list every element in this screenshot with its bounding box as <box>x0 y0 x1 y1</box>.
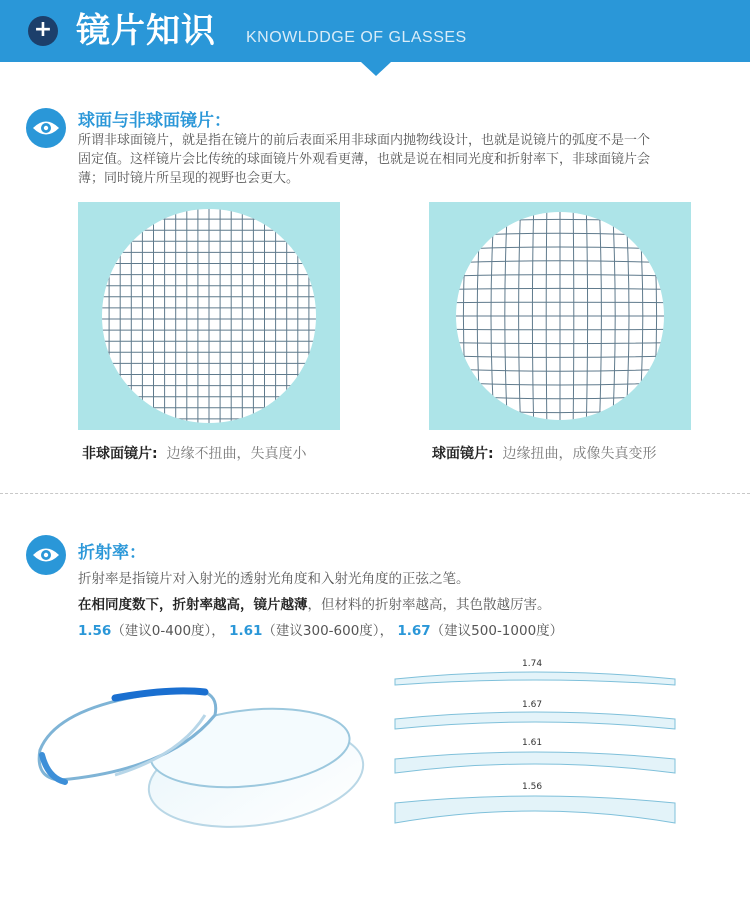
aspheric-grid-figure <box>78 202 340 430</box>
stacked-lenses-image <box>20 660 380 870</box>
paragraph-line: 所谓非球面镜片，就是指在镜片的前后表面采用非球面内抛物线设计，也就是说镜片的弧度不是一个 <box>78 133 651 148</box>
caption-text: 边缘扭曲，成像失真变形 <box>502 446 657 462</box>
profile-label: 1.61 <box>522 738 543 748</box>
index-note: （建议300-600度） <box>262 623 380 639</box>
index-note: （建议0-400度） <box>111 623 212 639</box>
section-title-aspheric: 球面与非球面镜片： <box>78 111 231 131</box>
profile-label: 1.74 <box>522 659 543 669</box>
plus-icon: + <box>28 16 58 46</box>
eye-icon <box>26 108 66 148</box>
page-title: 镜片知识 <box>76 11 216 51</box>
index-value: 1.61 <box>229 623 263 639</box>
spherical-caption <box>432 443 657 463</box>
aspheric-description <box>78 131 718 188</box>
section-title-refraction: 折射率： <box>78 543 146 563</box>
aspheric-caption <box>82 443 307 463</box>
paragraph-line: 固定值。这样镜片会比传统的球面镜片外观看更薄，也就是说在相同光度和折射率下，非球面镜片会 <box>78 152 651 167</box>
caption-label: 非球面镜片: <box>82 446 158 462</box>
header-pointer <box>361 62 391 76</box>
caption-label: 球面镜片: <box>432 446 494 462</box>
index-note: （建议500-1000度） <box>430 623 564 639</box>
paragraph-line <box>78 592 718 618</box>
emphasis-text: 在相同度数下，折射率越高，镜片越薄 <box>78 597 308 613</box>
page-subtitle: KNOWLDDGE OF GLASSES <box>246 29 467 46</box>
refraction-options <box>78 618 718 644</box>
paragraph-line: 折射率是指镜片对入射光的透射光角度和入射光角度的正弦之笔。 <box>78 571 470 587</box>
section-divider <box>0 493 750 494</box>
index-value: 1.67 <box>397 623 431 639</box>
profile-label: 1.56 <box>522 782 543 792</box>
refraction-description <box>78 566 718 644</box>
eye-icon <box>26 535 66 575</box>
lens-thickness-profiles <box>390 655 690 850</box>
separator: ， <box>379 623 394 639</box>
profile-label: 1.67 <box>522 700 543 710</box>
spherical-grid-figure <box>429 202 691 430</box>
paragraph-line: 薄；同时镜片所呈现的视野也会更大。 <box>78 171 300 186</box>
paragraph-text: ，但材料的折射率越高，其色散越厉害。 <box>307 597 551 613</box>
caption-text: 边缘不扭曲，失真度小 <box>166 446 307 462</box>
separator: ， <box>211 623 225 639</box>
index-value: 1.56 <box>78 623 112 639</box>
